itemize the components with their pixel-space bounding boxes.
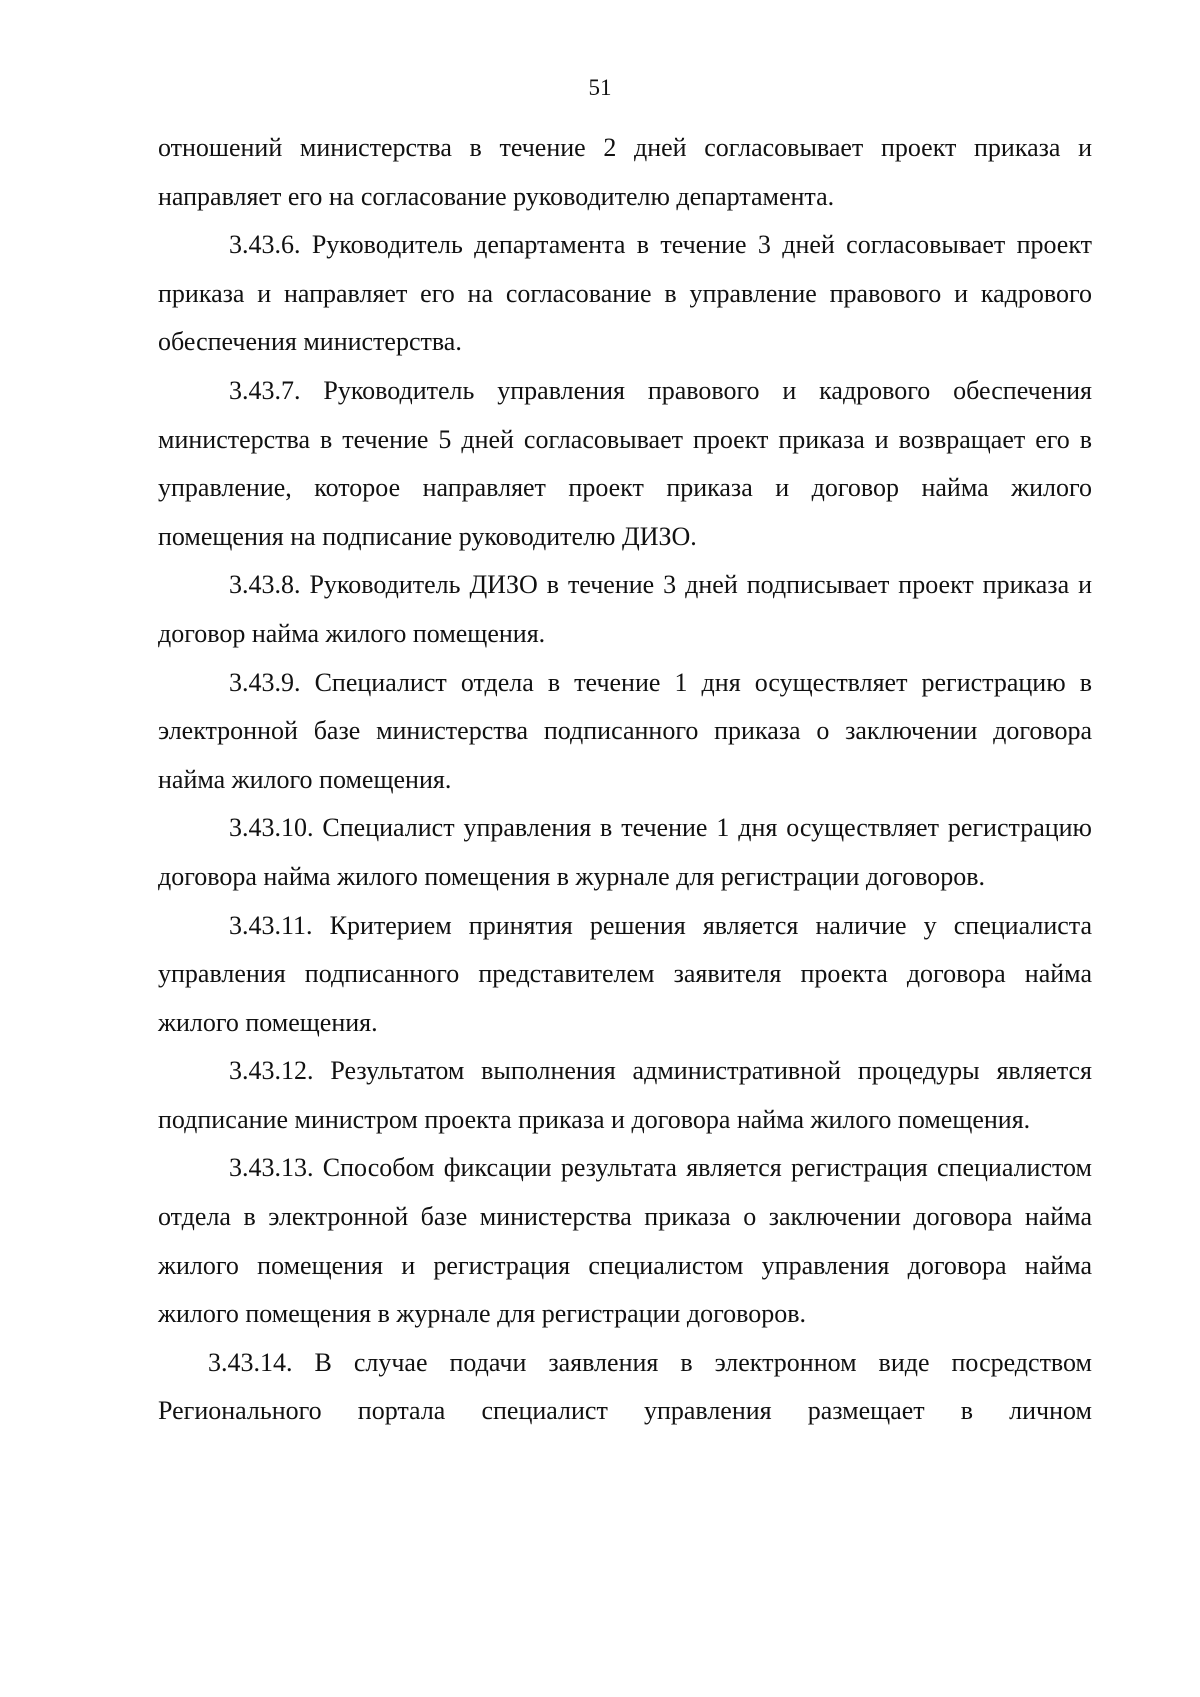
paragraph-3-43-14: 3.43.14. В случае подачи заявления в электронном виде посредством Регионального портала специалист управления размещает в личном: [158, 1347, 1092, 1426]
paragraph-3-43-10: 3.43.10. Специалист управления в течение 1 дня осуществляет регистрацию договора найма жилого помещения в журнале для регистрации договоров.: [158, 813, 1092, 891]
paragraph-continuation: отношений министерства в течение 2 дней согласовывает проект приказа и направляет его на согласование руководителю департамента.: [158, 133, 1092, 211]
paragraph-3-43-8: 3.43.8. Руководитель ДИЗО в течение 3 дней подписывает проект приказа и договор найма жилого помещения.: [158, 570, 1092, 648]
paragraph-3-43-9: 3.43.9. Специалист отдела в течение 1 дня осуществляет регистрацию в электронной базе министерства подписанного приказа о заключении договора найма жилого помещения.: [158, 667, 1092, 794]
paragraph-3-43-13: 3.43.13. Способом фиксации результата является регистрация специалистом отдела в электронной базе министерства приказа о заключении договора найма жилого помещения и регистрация специалистом управления договора найма жилого помещения в журнале для регистрации договоров.: [158, 1153, 1092, 1329]
page-number: 51: [588, 75, 612, 100]
document-body: [158, 124, 1092, 1436]
paragraph-3-43-6: 3.43.6. Руководитель департамента в течение 3 дней согласовывает проект приказа и направляет его на согласование в управление правового и кадрового обеспечения министерства.: [158, 230, 1092, 357]
paragraph-3-43-12: 3.43.12. Результатом выполнения административной процедуры является подписание министром проекта приказа и договора найма жилого помещения.: [158, 1056, 1092, 1134]
paragraph-3-43-11: 3.43.11. Критерием принятия решения является наличие у специалиста управления подписанного представителем заявителя проекта договора найма жилого помещения.: [158, 910, 1092, 1037]
paragraph-3-43-7: 3.43.7. Руководитель управления правового и кадрового обеспечения министерства в течение 5 дней согласовывает проект приказа и возвращает его в управление, которое направляет проект приказа и договор найма жилого помещения на подписание руководителю ДИЗО.: [158, 375, 1092, 551]
